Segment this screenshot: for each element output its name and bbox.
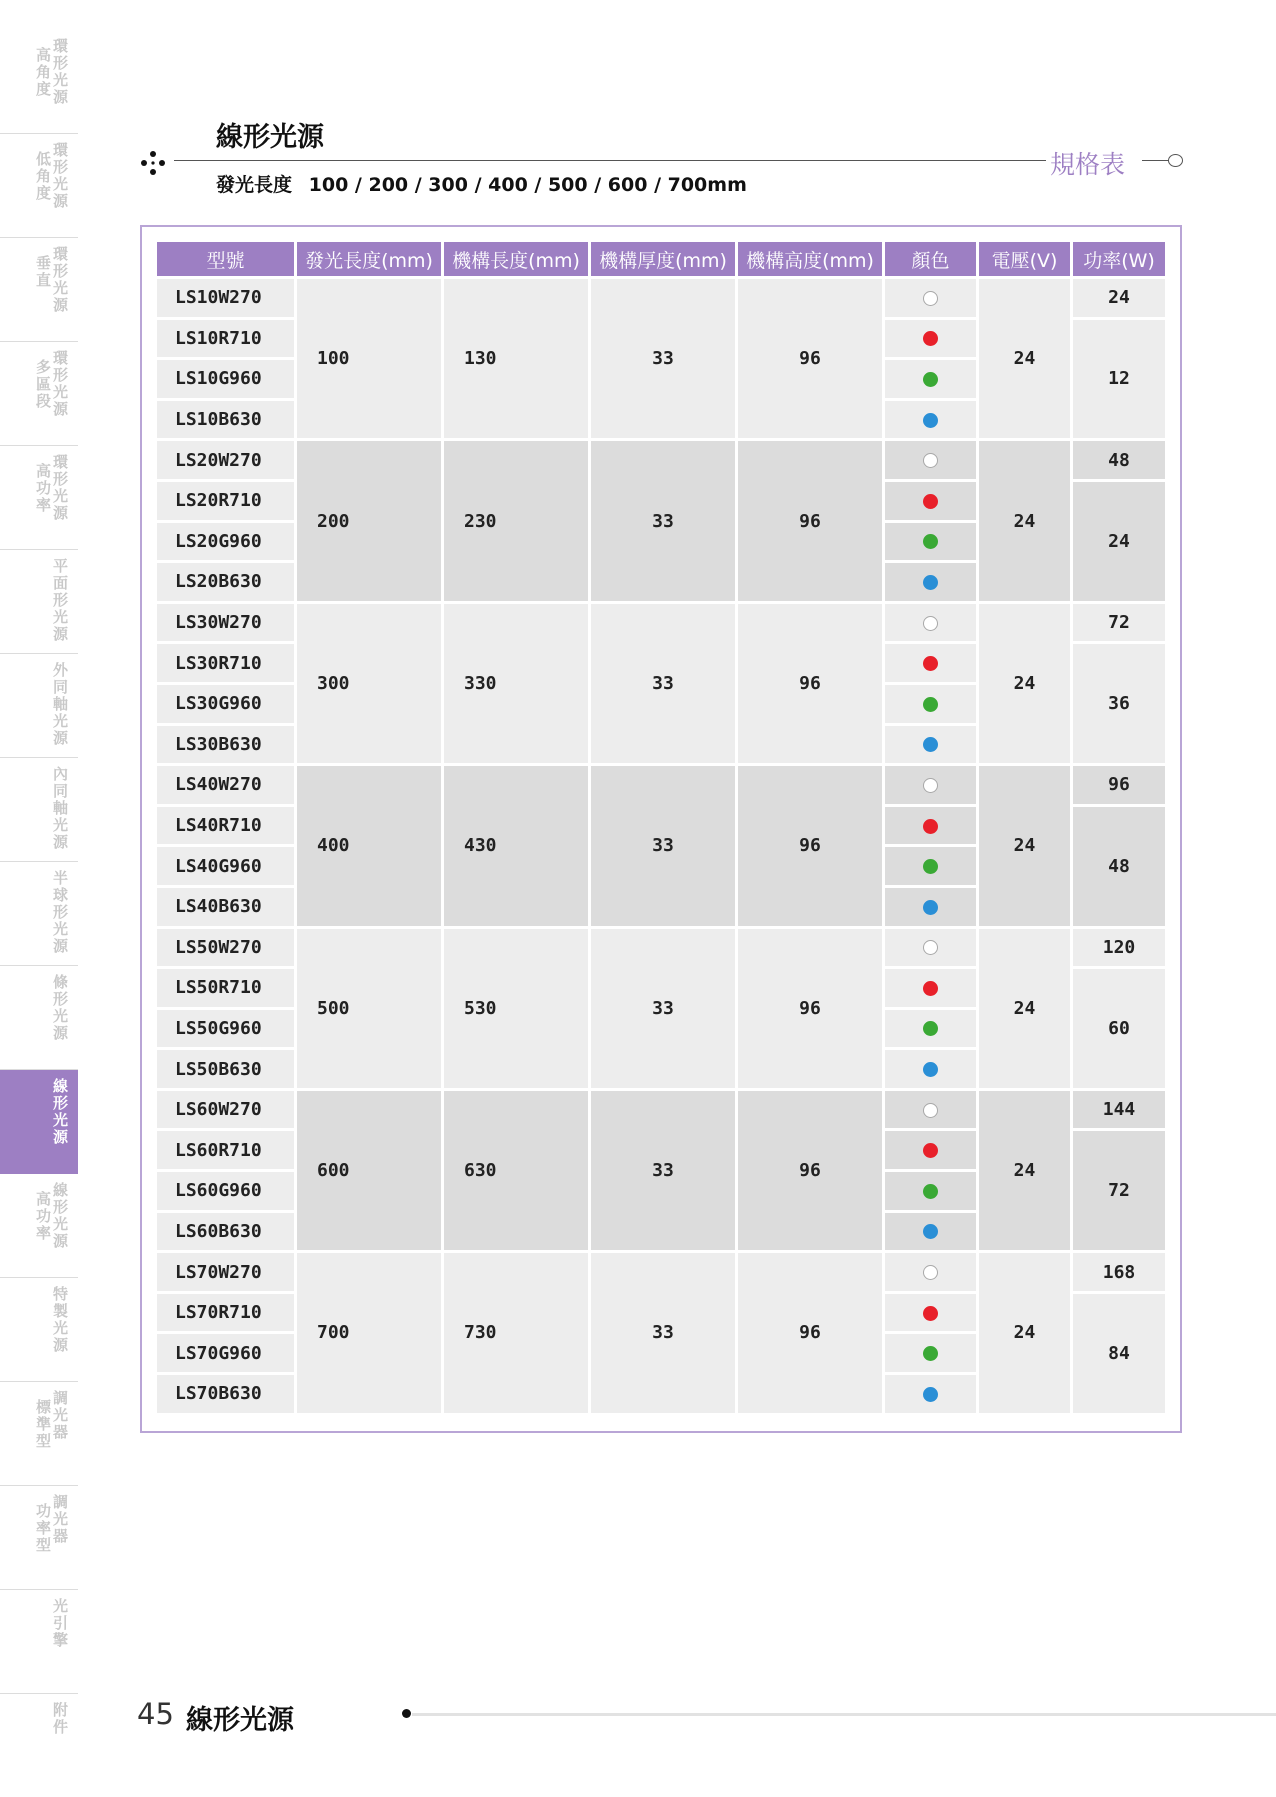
light-length-cell: 400 — [297, 766, 441, 925]
power-cell: 12 — [1073, 320, 1165, 439]
red-dot-icon — [923, 331, 938, 346]
table-row — [157, 441, 1165, 479]
green-dot-icon — [923, 372, 938, 387]
subtitle-label: 發光長度 — [216, 174, 293, 196]
height-cell: 96 — [738, 604, 882, 763]
nav-item[interactable] — [0, 134, 78, 238]
green-dot-icon — [923, 697, 938, 712]
header-voltage: 電壓(V) — [979, 242, 1070, 276]
color-cell — [885, 1050, 976, 1088]
model-cell: LS10W270 — [157, 279, 294, 317]
color-cell — [885, 441, 976, 479]
nav-item[interactable] — [0, 550, 78, 654]
nav-item-label: 調 光 器 — [52, 1389, 68, 1441]
voltage-cell: 24 — [979, 766, 1070, 925]
nav-item[interactable] — [0, 1278, 78, 1382]
dots-icon — [140, 150, 166, 176]
nav-item[interactable] — [0, 966, 78, 1070]
nav-item-label: 線 形 光 源 — [52, 1181, 68, 1250]
color-cell — [885, 685, 976, 723]
model-cell: LS30G960 — [157, 685, 294, 723]
color-cell — [885, 401, 976, 439]
power-cell: 96 — [1073, 766, 1165, 804]
nav-item[interactable] — [0, 1174, 78, 1278]
power-cell: 24 — [1073, 279, 1165, 317]
thickness-cell: 33 — [591, 604, 735, 763]
nav-item-label: 平 面 形 光 源 — [52, 557, 68, 643]
voltage-cell: 24 — [979, 604, 1070, 763]
red-dot-icon — [923, 656, 938, 671]
nav-item-label: 高 功 率 — [35, 462, 51, 514]
voltage-cell: 24 — [979, 279, 1070, 438]
header-rule — [174, 160, 1046, 161]
subtitle — [216, 170, 747, 197]
color-cell — [885, 279, 976, 317]
nav-item-label: 附 件 — [52, 1701, 68, 1736]
nav-item-label: 條 形 光 源 — [52, 973, 68, 1042]
color-cell — [885, 1253, 976, 1291]
height-cell: 96 — [738, 1091, 882, 1250]
nav-item-label: 內 同 軸 光 源 — [52, 765, 68, 851]
nav-item[interactable] — [0, 30, 78, 134]
nav-item-label: 調 光 器 — [52, 1493, 68, 1545]
table-row — [157, 604, 1165, 642]
white-dot-icon — [923, 940, 938, 955]
white-dot-icon — [923, 291, 938, 306]
nav-item-label: 線 形 光 源 — [52, 1077, 68, 1146]
color-cell — [885, 929, 976, 967]
blue-dot-icon — [923, 737, 938, 752]
color-cell — [885, 320, 976, 358]
nav-item-label: 功 率 型 — [35, 1502, 51, 1554]
light-length-cell: 500 — [297, 929, 441, 1088]
nav-item-label: 垂 直 — [35, 254, 51, 289]
model-cell: LS60G960 — [157, 1172, 294, 1210]
thickness-cell: 33 — [591, 929, 735, 1088]
nav-item-label: 環 形 光 源 — [52, 453, 68, 522]
height-cell: 96 — [738, 279, 882, 438]
footer-dot — [402, 1709, 411, 1718]
red-dot-icon — [923, 981, 938, 996]
red-dot-icon — [923, 819, 938, 834]
nav-item-label: 環 形 光 源 — [52, 37, 68, 106]
red-dot-icon — [923, 494, 938, 509]
model-cell: LS60R710 — [157, 1131, 294, 1169]
table-header-row — [157, 242, 1165, 276]
model-cell: LS50W270 — [157, 929, 294, 967]
model-cell: LS30W270 — [157, 604, 294, 642]
thickness-cell: 33 — [591, 279, 735, 438]
color-cell — [885, 1172, 976, 1210]
power-cell: 120 — [1073, 929, 1165, 967]
nav-item[interactable] — [0, 1486, 78, 1590]
header-model: 型號 — [157, 242, 294, 276]
power-cell: 36 — [1073, 644, 1165, 763]
color-cell — [885, 726, 976, 764]
table-row — [157, 1253, 1165, 1291]
model-cell: LS50R710 — [157, 969, 294, 1007]
table-row — [157, 929, 1165, 967]
color-cell — [885, 807, 976, 845]
height-cell: 96 — [738, 1253, 882, 1412]
model-cell: LS40B630 — [157, 888, 294, 926]
color-cell — [885, 1334, 976, 1372]
power-cell: 48 — [1073, 441, 1165, 479]
spec-table-body — [157, 279, 1165, 1413]
spec-label: 規格表 — [1050, 150, 1126, 179]
nav-item[interactable] — [0, 1694, 78, 1797]
voltage-cell: 24 — [979, 441, 1070, 600]
table-row — [157, 1091, 1165, 1129]
nav-item-label: 環 形 光 源 — [52, 141, 68, 210]
light-length-cell: 200 — [297, 441, 441, 600]
header-body-length: 機構長度(mm) — [444, 242, 588, 276]
power-cell: 60 — [1073, 969, 1165, 1088]
voltage-cell: 24 — [979, 1253, 1070, 1412]
power-cell: 168 — [1073, 1253, 1165, 1291]
model-cell: LS30R710 — [157, 644, 294, 682]
color-cell — [885, 604, 976, 642]
model-cell: LS50B630 — [157, 1050, 294, 1088]
table-row — [157, 766, 1165, 804]
nav-item[interactable] — [0, 862, 78, 966]
thickness-cell: 33 — [591, 1091, 735, 1250]
header-height: 機構高度(mm) — [738, 242, 882, 276]
spec-knob-icon — [1168, 154, 1183, 167]
red-dot-icon — [923, 1306, 938, 1321]
color-cell — [885, 563, 976, 601]
voltage-cell: 24 — [979, 929, 1070, 1088]
color-cell — [885, 482, 976, 520]
nav-item[interactable] — [0, 446, 78, 550]
model-cell: LS20G960 — [157, 523, 294, 561]
color-cell — [885, 888, 976, 926]
power-cell: 48 — [1073, 807, 1165, 926]
nav-item[interactable] — [0, 1590, 78, 1694]
blue-dot-icon — [923, 1062, 938, 1077]
page-title: 線形光源 — [216, 122, 324, 153]
power-cell: 72 — [1073, 604, 1165, 642]
white-dot-icon — [923, 453, 938, 468]
height-cell: 96 — [738, 929, 882, 1088]
nav-item-label: 光 引 擎 — [52, 1597, 68, 1649]
nav-item-label: 多 區 段 — [35, 358, 51, 410]
light-length-cell: 300 — [297, 604, 441, 763]
header-power: 功率(W) — [1073, 242, 1165, 276]
model-cell: LS20B630 — [157, 563, 294, 601]
color-cell — [885, 360, 976, 398]
footer-rule — [412, 1713, 1276, 1716]
thickness-cell: 33 — [591, 441, 735, 600]
light-length-cell: 700 — [297, 1253, 441, 1412]
color-cell — [885, 1294, 976, 1332]
power-cell: 72 — [1073, 1131, 1165, 1250]
blue-dot-icon — [923, 1387, 938, 1402]
body-length-cell: 230 — [444, 441, 588, 600]
power-cell: 24 — [1073, 482, 1165, 601]
power-cell: 144 — [1073, 1091, 1165, 1129]
color-cell — [885, 523, 976, 561]
footer-title: 線形光源 — [186, 1705, 294, 1736]
model-cell: LS40G960 — [157, 847, 294, 885]
table-row — [157, 279, 1165, 317]
side-nav — [0, 30, 78, 1797]
thickness-cell: 33 — [591, 766, 735, 925]
color-cell — [885, 766, 976, 804]
light-length-cell: 100 — [297, 279, 441, 438]
model-cell: LS70R710 — [157, 1294, 294, 1332]
green-dot-icon — [923, 1184, 938, 1199]
header-thickness: 機構厚度(mm) — [591, 242, 735, 276]
light-length-cell: 600 — [297, 1091, 441, 1250]
body-length-cell: 530 — [444, 929, 588, 1088]
body-length-cell: 430 — [444, 766, 588, 925]
body-length-cell: 630 — [444, 1091, 588, 1250]
green-dot-icon — [923, 859, 938, 874]
white-dot-icon — [923, 1265, 938, 1280]
model-cell: LS70W270 — [157, 1253, 294, 1291]
model-cell: LS20R710 — [157, 482, 294, 520]
nav-item[interactable] — [0, 1070, 78, 1174]
height-cell: 96 — [738, 766, 882, 925]
model-cell: LS10B630 — [157, 401, 294, 439]
model-cell: LS40R710 — [157, 807, 294, 845]
height-cell: 96 — [738, 441, 882, 600]
model-cell: LS60B630 — [157, 1213, 294, 1251]
spec-table — [154, 239, 1168, 1416]
color-cell — [885, 1010, 976, 1048]
body-length-cell: 730 — [444, 1253, 588, 1412]
model-cell: LS10R710 — [157, 320, 294, 358]
nav-item-label: 低 角 度 — [35, 150, 51, 202]
nav-item-label: 外 同 軸 光 源 — [52, 661, 68, 747]
nav-item[interactable] — [0, 238, 78, 342]
nav-item[interactable] — [0, 342, 78, 446]
model-cell: LS70G960 — [157, 1334, 294, 1372]
body-length-cell: 130 — [444, 279, 588, 438]
green-dot-icon — [923, 534, 938, 549]
blue-dot-icon — [923, 1224, 938, 1239]
red-dot-icon — [923, 1143, 938, 1158]
thickness-cell: 33 — [591, 1253, 735, 1412]
model-cell: LS20W270 — [157, 441, 294, 479]
header-color: 顏色 — [885, 242, 976, 276]
body-length-cell: 330 — [444, 604, 588, 763]
nav-item[interactable] — [0, 1382, 78, 1486]
white-dot-icon — [923, 616, 938, 631]
model-cell: LS30B630 — [157, 726, 294, 764]
nav-item-label: 環 形 光 源 — [52, 349, 68, 418]
green-dot-icon — [923, 1346, 938, 1361]
color-cell — [885, 1091, 976, 1129]
white-dot-icon — [923, 778, 938, 793]
model-cell: LS60W270 — [157, 1091, 294, 1129]
page-number: 45 — [137, 1697, 174, 1731]
subtitle-value: 100 / 200 / 300 / 400 / 500 / 600 / 700mm — [308, 174, 747, 196]
header-light-length: 發光長度(mm) — [297, 242, 441, 276]
color-cell — [885, 1131, 976, 1169]
color-cell — [885, 847, 976, 885]
color-cell — [885, 644, 976, 682]
nav-item-label: 高 角 度 — [35, 46, 51, 98]
white-dot-icon — [923, 1103, 938, 1118]
model-cell: LS10G960 — [157, 360, 294, 398]
model-cell: LS70B630 — [157, 1375, 294, 1413]
model-cell: LS50G960 — [157, 1010, 294, 1048]
blue-dot-icon — [923, 575, 938, 590]
nav-item[interactable] — [0, 654, 78, 758]
nav-item-label: 特 製 光 源 — [52, 1285, 68, 1354]
blue-dot-icon — [923, 413, 938, 428]
nav-item-label: 標 準 型 — [35, 1398, 51, 1450]
nav-item-label: 環 形 光 源 — [52, 245, 68, 314]
model-cell: LS40W270 — [157, 766, 294, 804]
color-cell — [885, 969, 976, 1007]
voltage-cell: 24 — [979, 1091, 1070, 1250]
power-cell: 84 — [1073, 1294, 1165, 1413]
blue-dot-icon — [923, 900, 938, 915]
nav-item[interactable] — [0, 758, 78, 862]
nav-item-label: 高 功 率 — [35, 1190, 51, 1242]
color-cell — [885, 1213, 976, 1251]
color-cell — [885, 1375, 976, 1413]
green-dot-icon — [923, 1021, 938, 1036]
nav-item-label: 半 球 形 光 源 — [52, 869, 68, 955]
